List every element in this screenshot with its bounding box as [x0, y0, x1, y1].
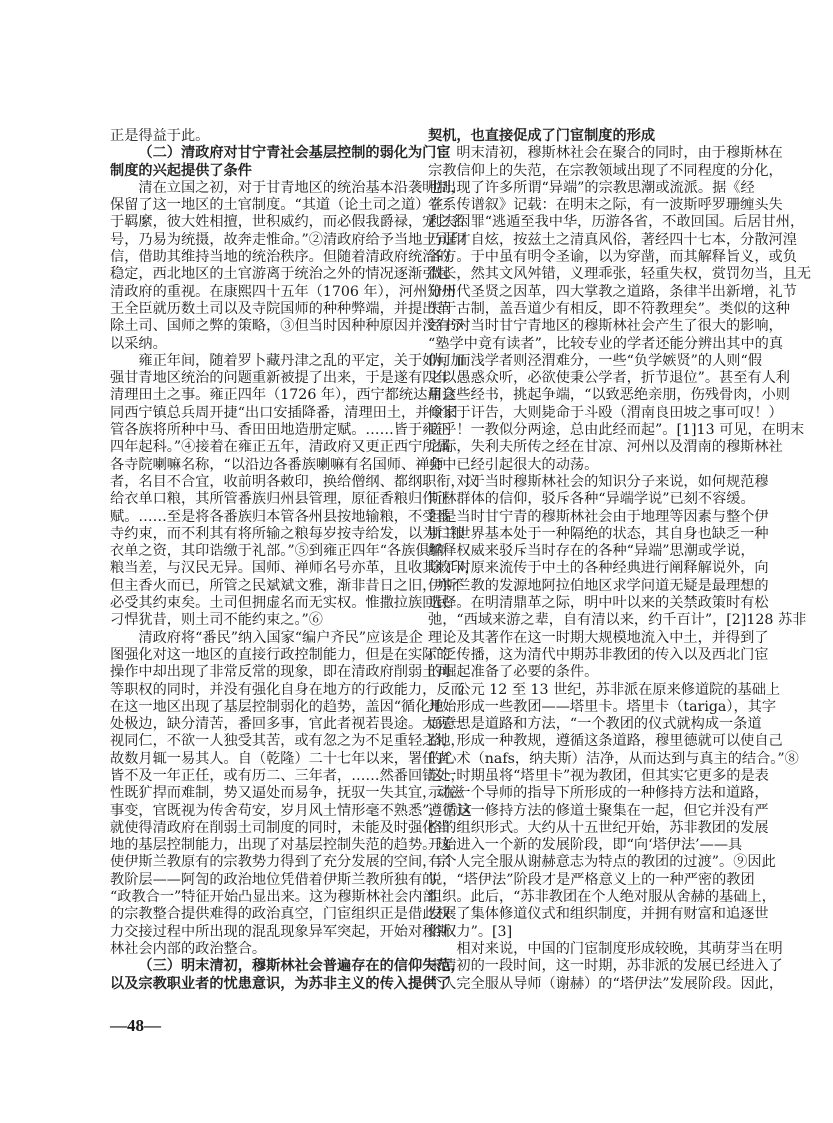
text-line: 弛，“西域来游之辈，自有清以来，约千百计”，[2]128 苏非: [428, 612, 807, 629]
text-line: 管各族将所种中马、香田田地造册定赋。……皆于雍正: [110, 422, 451, 439]
text-line: 者，名目不合宜，收前明各敕印，换给僧纲、都纲职衔，议: [110, 473, 479, 490]
text-line: 雍正年间，随着罗卜藏丹津之乱的平定，关于如何加: [138, 352, 465, 369]
text-line: 除了对原来流传于中土的各种经典进行阐释解说外，向: [428, 560, 769, 577]
text-line: 图强化对这一地区的直接行政控制能力，但是在实际的: [110, 646, 451, 663]
text-line: 除土司、国师之弊的策略，③但当时因种种原因并没有予: [110, 318, 465, 335]
text-line: 事变，官既视为传舍苟安，岁月风土情形毫不熟悉”，⑦这: [110, 802, 472, 819]
text-line: 开始进入一个新的发展阶段，即“向‘塔伊法’——具: [428, 837, 743, 854]
text-line: 刁悍犹昔，则土司不能约束之。”⑥: [110, 612, 323, 629]
section-heading-line: （三）明末清初，穆斯林社会普遍存在的信仰失范，: [138, 958, 465, 975]
text-line: 性既犷捍而难制，势又逼处而易争，抚驭一失其宜，动滋: [110, 785, 465, 802]
text-line: 解释权威来驳斥当时存在的各种“异端”思潮或学说，: [428, 543, 755, 560]
text-line: 皆不及一年正任，或有历二、三年者，……然番回错处，: [110, 767, 465, 784]
text-line: 选择。在明清鼎革之际，明中叶以来的关禁政策时有松: [428, 595, 769, 612]
text-line: 经书对当时甘宁青地区的穆斯林社会产生了很大的影响，: [428, 318, 783, 335]
text-line: 失于古制，盖吾道少有相反，即不符教理矣”。类似的这种: [428, 300, 790, 317]
text-line: 宗教信仰上的失范，在宗教领域出现了不同程度的分化，: [428, 162, 783, 179]
text-line: 相对来说，中国的门宦制度形成较晚，其萌芽当在明: [456, 940, 783, 957]
text-line: 面意思是道路和方法，“一个教团的仪式就构成一条道: [428, 716, 762, 733]
text-line: 这一时期虽将“塔里卡”视为教团，但其实它更多的是表: [428, 767, 769, 784]
page-number: —48—: [110, 1016, 161, 1035]
text-line: 倾家于讦告，大则毙命于斗殴（渭南良田坡之事可叹！）: [428, 404, 783, 421]
text-line: 林社会内部的政治整合。: [110, 940, 267, 957]
text-line: 学系传谱叙》记载：在明末之际，有一波斯呼罗珊缠头失: [428, 197, 783, 214]
text-line: 同西宁镇总兵周开捷“出口安插降番，清理田土，并令旧: [110, 404, 458, 421]
text-line: 开始形成一些教团——塔里卡。塔里卡（tariga），其字: [428, 698, 777, 715]
text-line: “塾学中竟有读者”，比较专业的学者还能分辨出其中的真: [428, 335, 784, 352]
text-line: 理论及其著作在这一时期大规模地流入中土，并得到了: [428, 629, 769, 646]
text-line: 清政府将“番民”纳入国家“编户齐民”应该是企: [138, 629, 423, 646]
text-line: 嗟乎！一教似分两途，总由此经而起”。[1]13 可见，在明末: [428, 422, 805, 439]
text-line: 格的组织形式。大约从十五世纪开始，苏非教团的发展: [428, 819, 769, 836]
text-line: 示在一个导师的指导下所形成的一种修持方法和道路，: [428, 785, 769, 802]
text-line: 末清初的一段时间，这一时期，苏非派的发展已经进入了: [428, 958, 783, 975]
text-line: 就使得清政府在削弱土司制度的同时，未能及时强化当: [110, 819, 451, 836]
text-line: 路，形成一种教规，遵循这条道路，穆里德就可以使自己: [428, 733, 783, 750]
text-line: 说，“塔伊法”阶段才是严格意义上的一种严密的教团: [428, 871, 755, 888]
text-line: 地的基层控制能力，出现了对基层控制失范的趋势。这: [110, 837, 451, 854]
text-line: 利夫因罪“逃遁至我中华，历游各省，不敢回国。后居甘州，: [428, 214, 805, 231]
text-line: 但主香火而已，所管之民斌斌文雅，渐非昔日之旧，亦不: [110, 577, 465, 594]
text-line: 清政府的重视。在康熙四十五年（1706 年），河州知州: [110, 283, 456, 300]
text-line: 用这些经书，挑起争端，“以致恶绝亲朋，伤残骨肉，小则: [428, 387, 790, 404]
text-line: 明末清初，穆斯林社会在聚合的同时，由于穆斯林在: [456, 145, 783, 162]
section-heading-line: 契机，也直接促成了门宦制度的形成: [428, 128, 656, 144]
text-line: 号，乃易为统摄，故奔走惟命。”②清政府给予当地土司印: [110, 231, 465, 248]
text-line: 以采纳。: [110, 335, 167, 352]
text-line: 清理田土之事。雍正四年（1726 年），西宁都统达鼐会: [110, 387, 456, 404]
text-line: 必受其约束矣。土司但拥虚名而无实权。惟撒拉族回民: [110, 595, 451, 612]
text-line: 给衣单口粮，其所管番族归州县管理，原征香粮归作正: [110, 491, 451, 508]
text-line: 有个人完全服从谢赫意志为特点的教团的过渡”。⑨因此: [428, 854, 776, 871]
text-line: 公元 12 至 13 世纪，苏非派在原来修道院的基础上: [456, 681, 781, 698]
text-line: 力交接过程中所出现的混乱现象异军突起，开始对穆斯: [110, 923, 451, 940]
text-line: 广泛传播，这为清代中期苏非教团的传入以及西北门宦: [428, 646, 769, 663]
text-line: 各方。于中虽有明令圣谕，以为穿凿，而其解释旨义，或负: [428, 249, 797, 266]
text-line: 的心术（nafs，纳夫斯）洁净，从而达到与真主的结合。”⑧: [428, 750, 799, 767]
text-line: 在这一地区出现了基层控制弱化的趋势，盖因“循化地: [110, 698, 444, 715]
text-line: 对于当时穆斯林社会的知识分子来说，如何规范穆: [456, 473, 769, 490]
text-line: 之以愚惑众听，必欲使秉公学者，折节退位”。甚至有人利: [428, 370, 790, 387]
text-line: 操作中却出现了非常反常的现象，即在清政府削弱土司: [110, 664, 451, 681]
text-line: 但是当时甘宁青的穆斯林社会由于地理等因素与整个伊: [428, 508, 769, 525]
text-line: 处极边，缺分清苦，番回多事，官此者视若畏途。大宪一: [110, 716, 465, 733]
text-line: 强甘青地区统治的问题重新被提了出来，于是遂有四年: [110, 370, 451, 387]
text-line: 信，借助其维持当地的统治秩序。但随着清政府统治的: [110, 249, 451, 266]
text-line: 伪，而浅学者则泾渭难分，一些“负学嫉贤”的人则“假: [428, 352, 762, 369]
text-line: 教阶层——阿訇的政治地位凭借着伊斯兰教所独有的: [110, 871, 437, 888]
text-line: 赋。……至是将各番族归本管各州县按地输粮，不受番: [110, 508, 451, 525]
text-line: 视同仁，不欲一人独受其苦，或有忽之为不足重轻之地，: [110, 733, 465, 750]
text-line: 个人完全服从导师（谢赫）的“塔伊法”发展阶段。因此，: [428, 975, 784, 992]
text-line: 使伊斯兰教原有的宗教势力得到了充分发展的空间，宗: [110, 854, 451, 871]
text-line: 发展了集体修道仪式和组织制度，并拥有财富和追逐世: [428, 906, 769, 923]
text-line: 清在立国之初，对于甘青地区的统治基本沿袭明制，: [138, 179, 465, 196]
text-line: “政教合一”特征开始凸显出来。这为穆斯林社会内部: [110, 889, 437, 906]
text-line: 于羁縻，彼大姓相擅，世积威约，而必假我爵禄，宠之名: [110, 214, 465, 231]
text-line: 王全臣就历数土司以及寺院国师的种种弊端，并提出革: [110, 300, 451, 317]
text-line: 等职权的同时，并没有强化自身在地方的行政能力，反而: [110, 681, 465, 698]
text-line: 组织。此后，“苏非教团在个人绝对服从舍赫的基础上，: [428, 889, 776, 906]
text-line: 伊斯兰教的发源地阿拉伯地区求学问道无疑是最理想的: [428, 577, 769, 594]
text-line: 故数月辄一易其人。自（乾隆）二十七年以来，署任者: [110, 750, 451, 767]
text-line: 四年起科。”④接着在雍正五年，清政府又更正西宁所属: [110, 439, 451, 456]
text-line: 遵循这一修持方法的修道士聚集在一起，但它并没有严: [428, 802, 769, 819]
text-line: 俗权力”。[3]: [428, 923, 513, 940]
text-line: 正是得益于此。: [110, 128, 210, 144]
text-line: 粮当差，与汉民无异。国师、禅师名号亦革，且收其敕印，: [110, 560, 479, 577]
text-line: 的崛起准备了必要的条件。: [428, 664, 599, 681]
text-line: 寺约束，而不利其有将所输之粮每岁按寺给发，以为口粮: [110, 525, 465, 542]
text-line: 的宗教整合提供难得的政治真空，门宦组织正是借此权: [110, 906, 451, 923]
section-heading-line: 以及宗教职业者的忧患意识，为苏非主义的传入提供了: [110, 975, 451, 992]
text-line: 斯兰世界基本处于一种隔绝的状态，其自身也缺乏一种: [428, 525, 769, 542]
text-line: 之际，失利夫所传之经在甘凉、河州以及渭南的穆斯林社: [428, 439, 783, 456]
text-line: 微长，然其文风舛错，义理乖张，轻重失权，赏罚勿当，且无: [428, 266, 812, 283]
text-line: 衣单之资，其印诰缴于礼部。”⑤到雍正四年“各族俱纳: [110, 543, 444, 560]
section-heading-line: 制度的兴起提供了条件: [110, 162, 252, 179]
right-text-column: [428, 128, 812, 993]
text-line: 也出现了许多所谓“异端”的宗教思潮或流派。据《经: [428, 179, 755, 196]
text-line: 各寺院喇嘛名称，“以沿边各番族喇嘛有名国师、禅师: [110, 456, 444, 473]
text-line: 会中已经引起很大的动荡。: [428, 456, 599, 473]
text-line: 稳定，西北地区的土官游离于统治之外的情况逐渐引起: [110, 266, 451, 283]
text-line: 保留了这一地区的土官制度。“其道（论土司之道）在: [110, 197, 444, 214]
text-line: 斯林群体的信仰，驳斥各种“异端学说”已刻不容缓。: [428, 491, 755, 508]
text-line: 乃逞才自炫，按兹土之清真风俗，著经四十七本，分散河湟: [428, 231, 797, 248]
text-line: 分历代圣贤之因革，四大掌教之道路，条律半出新增，礼节: [428, 283, 797, 300]
section-heading-line: （二）清政府对甘宁青社会基层控制的弱化为门宦: [138, 145, 451, 162]
